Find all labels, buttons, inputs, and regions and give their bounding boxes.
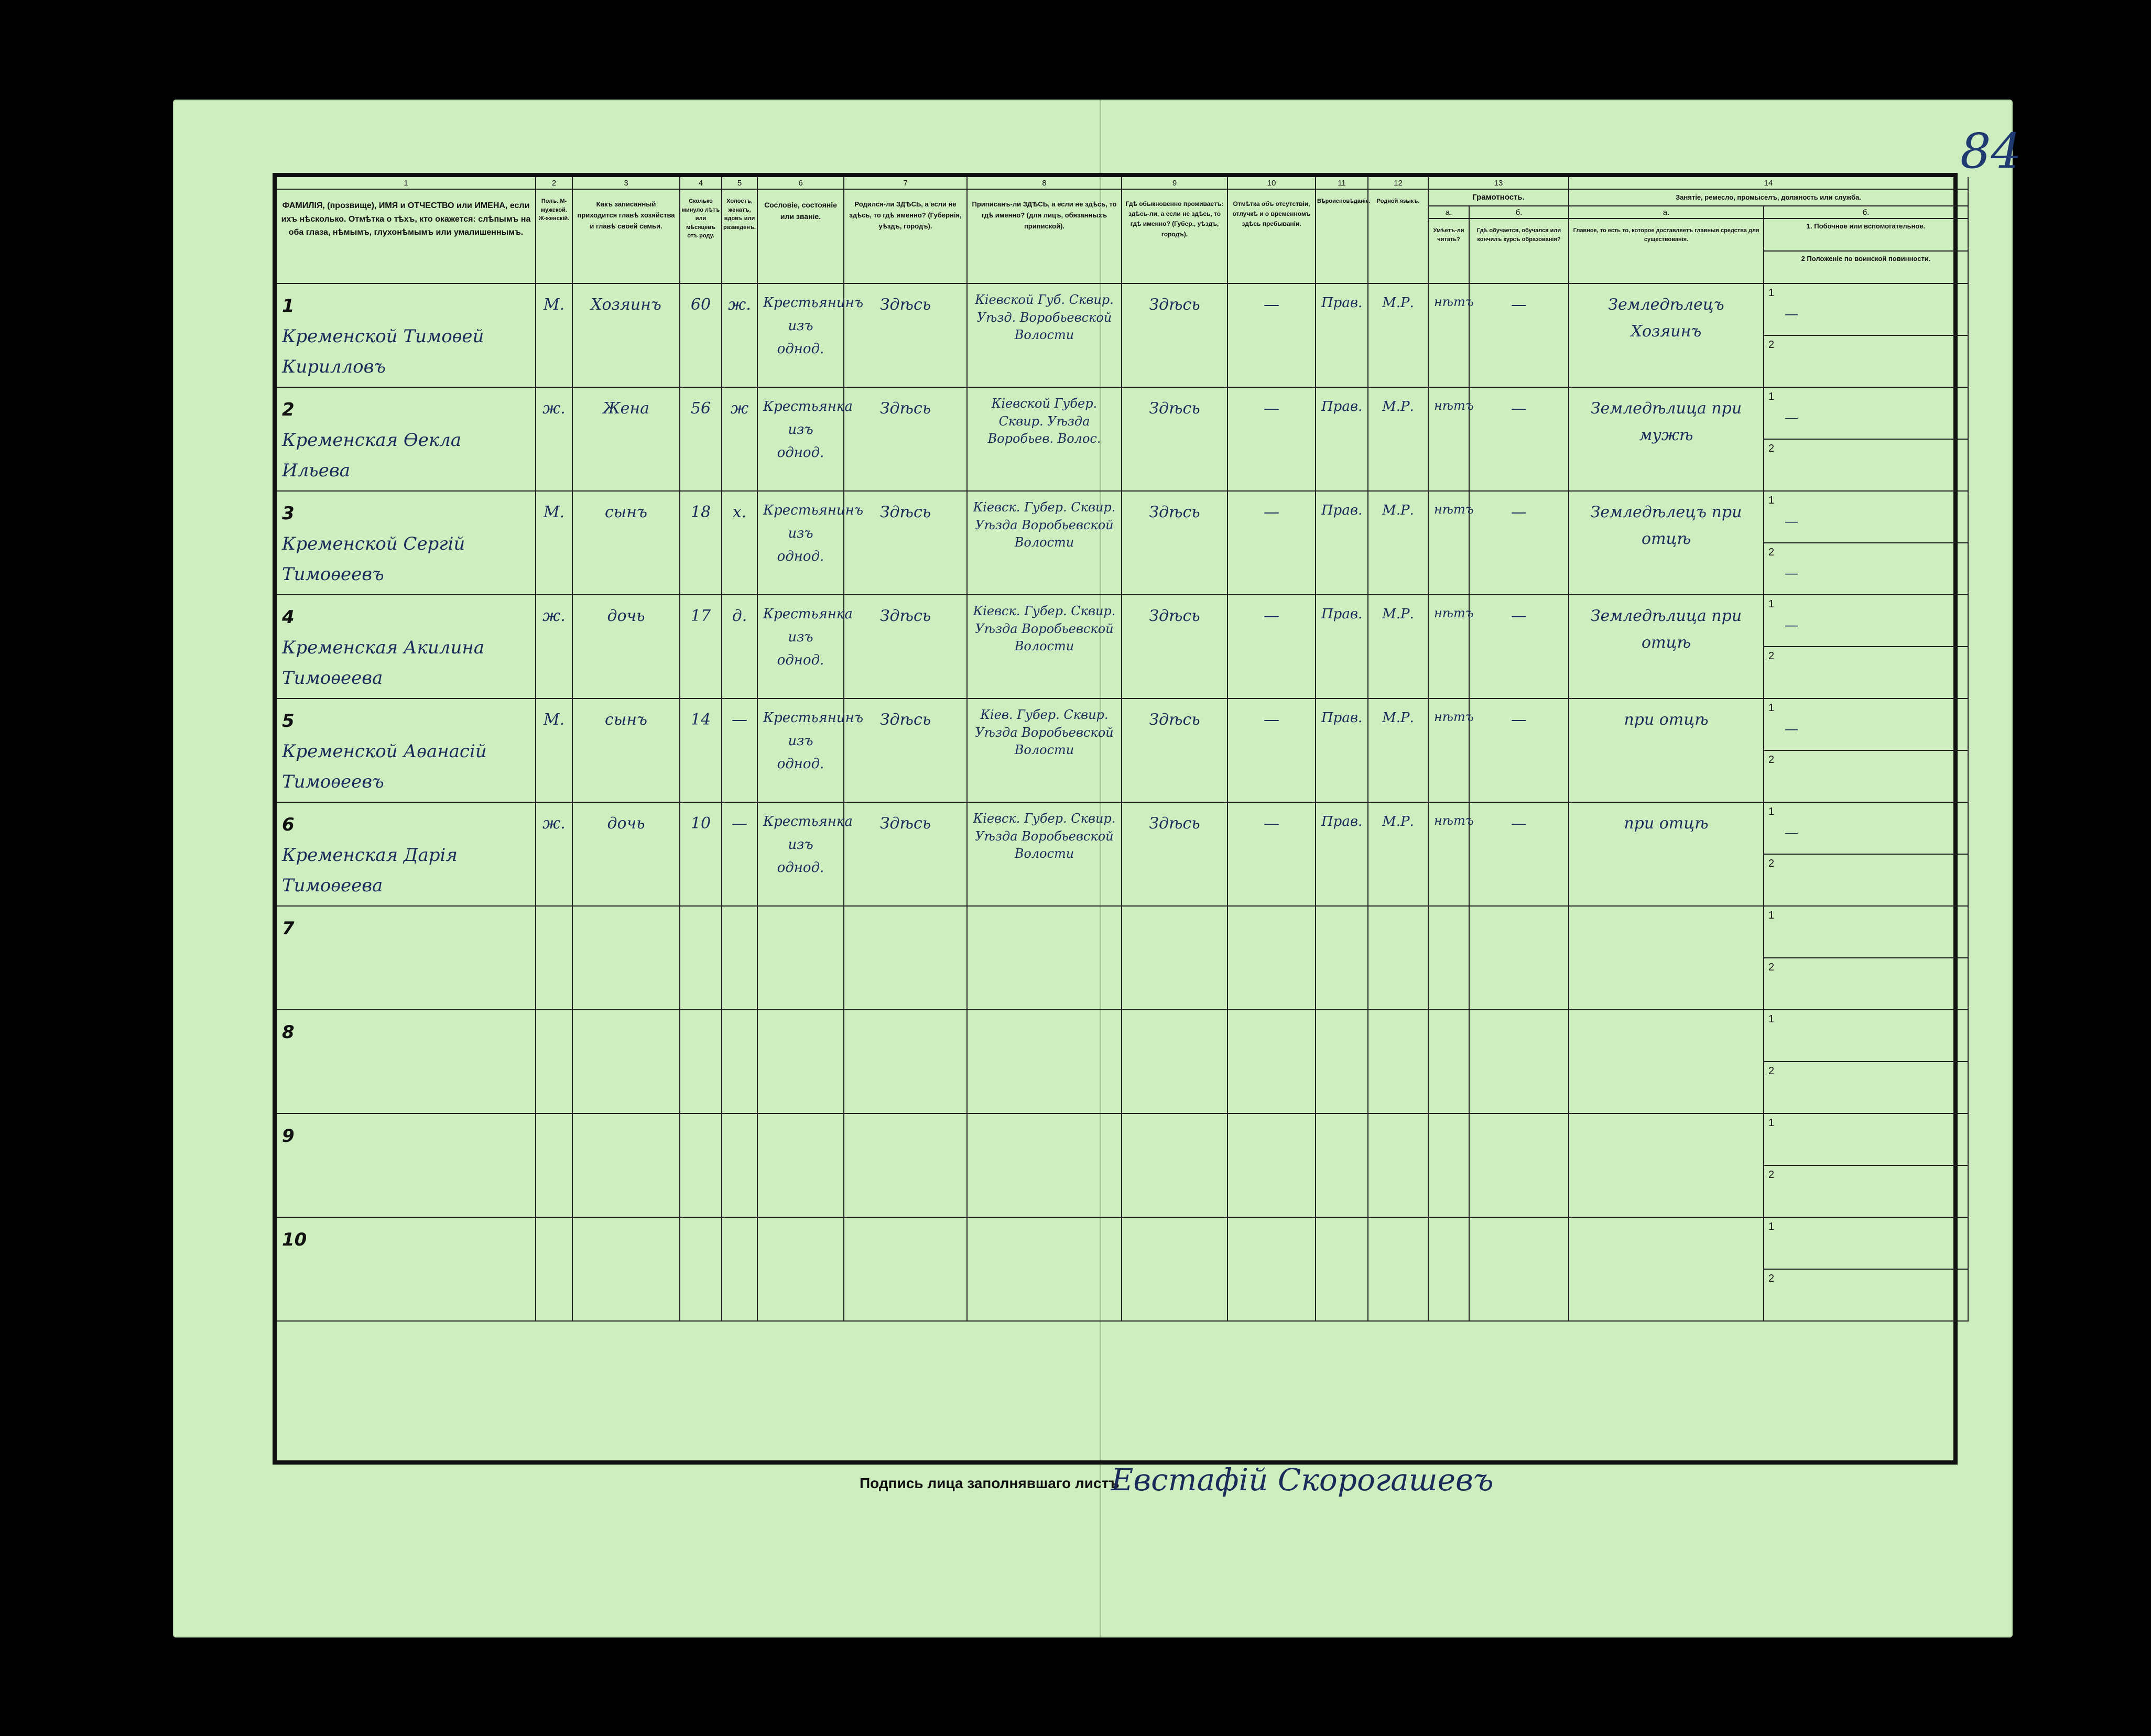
row-occupation: при отцѣ xyxy=(1569,803,1764,907)
header-side-1: 1. Побочное или вспомогательное. xyxy=(1764,219,1968,252)
row-born: Здѣсь xyxy=(844,595,968,699)
row-religion: Прав. xyxy=(1316,492,1368,595)
row-literate: нѣтъ xyxy=(1429,284,1470,388)
row-resides: Здѣсь xyxy=(1122,803,1228,907)
row-absence: — xyxy=(1228,595,1316,699)
row-literate: нѣтъ xyxy=(1429,492,1470,595)
row-number: 7 xyxy=(282,918,295,939)
row-name: 3 Кременской Сергій Тимоѳеевъ xyxy=(277,492,536,595)
header-age: Сколько минуло лѣтъ или мѣсяцевъ отъ роду. xyxy=(680,190,722,284)
row-absence: — xyxy=(1228,492,1316,595)
census-table xyxy=(273,173,1958,1465)
row-side-occupation: 1 — 2 — xyxy=(1764,492,1969,595)
row-language: М.Р. xyxy=(1368,595,1429,699)
row-religion: Прав. xyxy=(1316,284,1368,388)
column-number: 11 xyxy=(1316,177,1368,190)
row-name: 1 Кременской Тимоѳей Кирилловъ xyxy=(277,284,536,388)
row-number: 2 xyxy=(282,399,295,420)
row-name: 4 Кременская Акилина Тимоѳеева xyxy=(277,595,536,699)
column-number: 10 xyxy=(1228,177,1316,190)
row-estate: Крестьянинъ изъ однод. xyxy=(758,492,844,595)
row-absence: — xyxy=(1228,388,1316,492)
header-estate: Сословіе, состояніе или званіе. xyxy=(758,190,844,284)
row-born: Здѣсь xyxy=(844,388,968,492)
row-relation: Хозяинъ xyxy=(573,284,680,388)
row-registered: Кіевской Губер. Сквир. Уѣзда Воробьев. Волос. xyxy=(968,388,1122,492)
row-absence: — xyxy=(1228,699,1316,803)
row-religion: Прав. xyxy=(1316,803,1368,907)
row-name: 6 Кременская Дарія Тимоѳеева xyxy=(277,803,536,907)
row-religion: Прав. xyxy=(1316,388,1368,492)
row-side-occupation: 1 — 2 xyxy=(1764,803,1969,907)
row-literate: нѣтъ xyxy=(1429,595,1470,699)
row-relation: дочь xyxy=(573,595,680,699)
row-occupation: Земледѣлецъ Хозяинъ xyxy=(1569,284,1764,388)
row-relation: сынъ xyxy=(573,699,680,803)
row-occupation: Земледѣлецъ при отцѣ xyxy=(1569,492,1764,595)
row-born: Здѣсь xyxy=(844,699,968,803)
row-number: 5 xyxy=(282,711,295,731)
row-side-occupation: 1 — 2 xyxy=(1764,699,1969,803)
column-number: 2 xyxy=(536,177,573,190)
row-estate: Крестьянинъ изъ однод. xyxy=(758,699,844,803)
row-literate: нѣтъ xyxy=(1429,388,1470,492)
row-registered: Кіев. Губер. Сквир. Уѣзда Воробьевской Волости xyxy=(968,699,1122,803)
column-number: 14 xyxy=(1569,177,1969,190)
row-number: 3 xyxy=(282,503,295,524)
row-registered: Кіевск. Губер. Сквир. Уѣзда Воробьевской Волости xyxy=(968,803,1122,907)
header-registration: Приписанъ-ли ЗДѢСЬ, а если не здѣсь, то гдѣ именно? (для лицъ, обязанныхъ припиской). xyxy=(968,190,1122,284)
row-marital: — xyxy=(722,803,758,907)
header-name: ФАМИЛІЯ, (прозвище), ИМЯ и ОТЧЕСТВО или ИМЕНА, если ихъ нѣсколько. Отмѣтка о тѣхъ, кто окажется: слѣпымъ на оба глаза, нѣмымъ, глухонѣмымъ или умалишеннымъ. xyxy=(277,190,536,284)
column-number: 8 xyxy=(968,177,1122,190)
row-language: М.Р. xyxy=(1368,699,1429,803)
signature: Евстафій Скорогашевъ xyxy=(1111,1462,1494,1498)
row-age: 14 xyxy=(680,699,722,803)
row-education: — xyxy=(1470,595,1569,699)
row-occupation: Земледѣлица при отцѣ xyxy=(1569,595,1764,699)
column-number: 1 xyxy=(277,177,536,190)
row-name xyxy=(277,1218,536,1322)
header-sex: Полъ. М-мужской. Ж-женскій. xyxy=(536,190,573,284)
row-absence: — xyxy=(1228,284,1316,388)
row-sex: ж. xyxy=(536,388,573,492)
column-number: 9 xyxy=(1122,177,1228,190)
column-number: 5 xyxy=(722,177,758,190)
row-sex: М. xyxy=(536,492,573,595)
row-language: М.Р. xyxy=(1368,803,1429,907)
row-age: 10 xyxy=(680,803,722,907)
row-number: 8 xyxy=(282,1022,295,1043)
header-main-occupation: Главное, то есть то, которое доставляетъ главныя средства для существованія. xyxy=(1569,219,1764,284)
row-age: 56 xyxy=(680,388,722,492)
row-side-occupation: 1 2 xyxy=(1764,1218,1969,1322)
row-registered: Кіевск. Губер. Сквир. Уѣзда Воробьевской Волости xyxy=(968,492,1122,595)
page-number: 84 xyxy=(1960,123,2022,179)
row-language: М.Р. xyxy=(1368,388,1429,492)
header-relation: Какъ записанный приходится главѣ хозяйства и главѣ своей семьи. xyxy=(573,190,680,284)
row-marital: — xyxy=(722,699,758,803)
row-registered: Кіевской Губ. Сквир. Уѣзд. Воробьевской Волости xyxy=(968,284,1122,388)
occupation-sub-a: а. xyxy=(1569,206,1764,219)
header-birthplace: Родился-ли ЗДѢСЬ, а если не здѣсь, то гдѣ именно? (Губернія, уѣздъ, городъ). xyxy=(844,190,968,284)
row-side-occupation: 1 — 2 xyxy=(1764,595,1969,699)
column-number: 13 xyxy=(1429,177,1569,190)
row-age: 18 xyxy=(680,492,722,595)
row-name xyxy=(277,907,536,1010)
row-resides: Здѣсь xyxy=(1122,284,1228,388)
literacy-sub-a: а. xyxy=(1429,206,1470,219)
row-side-occupation: 1 — 2 xyxy=(1764,284,1969,388)
row-education: — xyxy=(1470,492,1569,595)
column-number: 12 xyxy=(1368,177,1429,190)
column-number: 6 xyxy=(758,177,844,190)
row-resides: Здѣсь xyxy=(1122,388,1228,492)
row-sex: М. xyxy=(536,699,573,803)
occupation-sub-b: б. xyxy=(1764,206,1969,219)
row-education: — xyxy=(1470,699,1569,803)
header-occupation: Занятіе, ремесло, промыселъ, должность или служба. xyxy=(1569,190,1969,206)
row-name: 2 Кременская Ѳекла Ильева xyxy=(277,388,536,492)
literacy-sub-b: б. xyxy=(1470,206,1569,219)
row-side-occupation: 1 2 xyxy=(1764,1010,1969,1114)
header-can-read: Умѣетъ-ли читать? xyxy=(1429,219,1470,284)
row-relation: дочь xyxy=(573,803,680,907)
row-literate: нѣтъ xyxy=(1429,699,1470,803)
row-occupation: при отцѣ xyxy=(1569,699,1764,803)
row-language: М.Р. xyxy=(1368,284,1429,388)
row-resides: Здѣсь xyxy=(1122,492,1228,595)
column-number: 4 xyxy=(680,177,722,190)
row-education: — xyxy=(1470,388,1569,492)
row-relation: Жена xyxy=(573,388,680,492)
row-number: 10 xyxy=(282,1229,307,1250)
column-number: 7 xyxy=(844,177,968,190)
row-education: — xyxy=(1470,803,1569,907)
header-side-2: 2 Положеніе по воинской повинности. xyxy=(1801,255,1931,263)
row-number: 6 xyxy=(282,814,295,835)
row-number: 4 xyxy=(282,607,295,628)
header-side-occupation xyxy=(1764,219,1969,284)
column-number: 3 xyxy=(573,177,680,190)
row-side-occupation: 1 2 xyxy=(1764,1114,1969,1218)
row-born: Здѣсь xyxy=(844,284,968,388)
row-age: 60 xyxy=(680,284,722,388)
row-number: 1 xyxy=(282,296,295,316)
header-literacy: Грамотность. xyxy=(1429,190,1569,206)
row-estate: Крестьянинъ изъ однод. xyxy=(758,284,844,388)
row-marital: д. xyxy=(722,595,758,699)
row-resides: Здѣсь xyxy=(1122,699,1228,803)
row-absence: — xyxy=(1228,803,1316,907)
row-name xyxy=(277,1010,536,1114)
row-sex: ж. xyxy=(536,803,573,907)
row-religion: Прав. xyxy=(1316,699,1368,803)
row-born: Здѣсь xyxy=(844,803,968,907)
header-absence: Отмѣтка объ отсутствіи, отлучкѣ и о временномъ здѣсь пребываніи. xyxy=(1228,190,1316,284)
row-sex: ж. xyxy=(536,595,573,699)
row-resides: Здѣсь xyxy=(1122,595,1228,699)
header-religion: Вѣроисповѣданіе. xyxy=(1316,190,1368,284)
header-residence: Гдѣ обыкновенно проживаетъ: здѣсь-ли, а если не здѣсь, то гдѣ именно? (Губер., уѣздъ, городъ). xyxy=(1122,190,1228,284)
row-marital: ж xyxy=(722,388,758,492)
row-language: М.Р. xyxy=(1368,492,1429,595)
row-marital: х. xyxy=(722,492,758,595)
row-relation: сынъ xyxy=(573,492,680,595)
row-side-occupation: 1 2 xyxy=(1764,907,1969,1010)
header-language: Родной языкъ. xyxy=(1368,190,1429,284)
row-side-occupation: 1 — 2 xyxy=(1764,388,1969,492)
row-born: Здѣсь xyxy=(844,492,968,595)
row-estate: Крестьянка изъ однод. xyxy=(758,388,844,492)
row-name xyxy=(277,1114,536,1218)
header-education: Гдѣ обучается, обучался или кончилъ курсъ образованія? xyxy=(1470,219,1569,284)
row-marital: ж. xyxy=(722,284,758,388)
row-religion: Прав. xyxy=(1316,595,1368,699)
row-education: — xyxy=(1470,284,1569,388)
signature-label: Подпись лица заполнявшаго листъ xyxy=(860,1475,1120,1491)
row-estate: Крестьянка изъ однод. xyxy=(758,595,844,699)
row-estate: Крестьянка изъ однод. xyxy=(758,803,844,907)
row-number: 9 xyxy=(282,1126,295,1147)
row-occupation: Земледѣлица при мужѣ xyxy=(1569,388,1764,492)
row-name: 5 Кременской Аѳанасій Тимоѳеевъ xyxy=(277,699,536,803)
row-literate: нѣтъ xyxy=(1429,803,1470,907)
row-age: 17 xyxy=(680,595,722,699)
row-sex: М. xyxy=(536,284,573,388)
row-registered: Кіевск. Губер. Сквир. Уѣзда Воробьевской Волости xyxy=(968,595,1122,699)
header-marital: Холостъ, женатъ, вдовъ или разведенъ. xyxy=(722,190,758,284)
